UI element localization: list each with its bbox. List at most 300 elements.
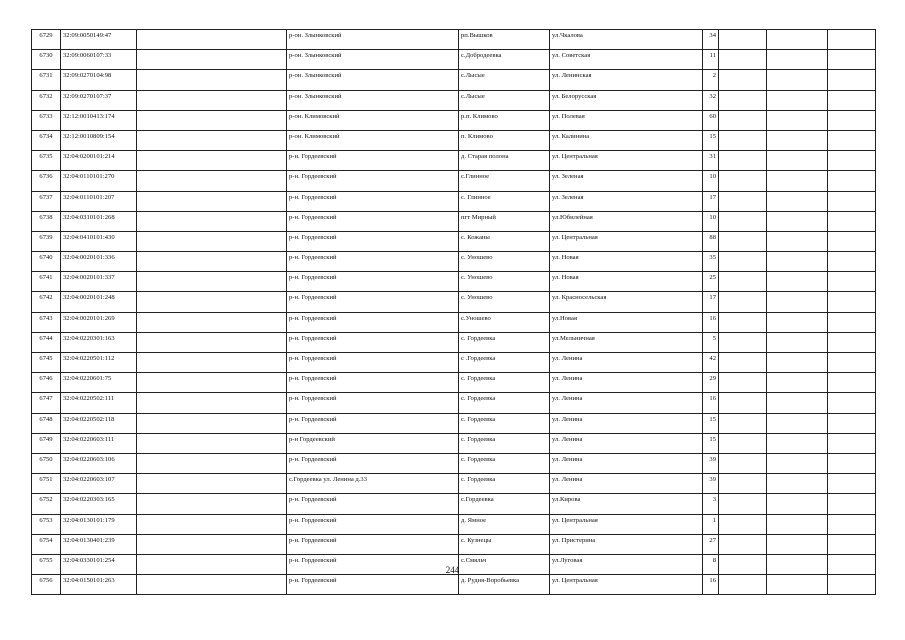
page-number: 244 (445, 565, 460, 575)
cell-empty (767, 191, 828, 211)
cell-locality: р.п. Климово (459, 110, 550, 130)
cell-locality: с. Уношево (459, 252, 550, 272)
cell-cadastral-number: 32:04:0220603:106 (61, 453, 137, 473)
cell-locality: с. Уношево (459, 272, 550, 292)
cell-district: р-он. Злынковский (287, 30, 459, 50)
cell-locality: пгт Мирный (459, 211, 550, 231)
table-row (32, 453, 876, 473)
cell-number: 6735 (32, 151, 61, 171)
cell-number: 6746 (32, 373, 61, 393)
cell-empty (828, 272, 876, 292)
cell-locality: с. Гордеевка (459, 453, 550, 473)
table-row (32, 252, 876, 272)
cell-empty (828, 130, 876, 150)
cell-empty (719, 90, 767, 110)
cell-locality: д. Старая полона (459, 151, 550, 171)
cell-empty (137, 575, 287, 595)
cell-number: 6734 (32, 130, 61, 150)
cell-house: 29 (703, 373, 719, 393)
cell-number: 6739 (32, 231, 61, 251)
cell-empty (767, 292, 828, 312)
cell-empty (719, 393, 767, 413)
cell-street: ул. Новая (550, 272, 703, 292)
cell-locality: с .Гордеевка (459, 353, 550, 373)
table-row (32, 353, 876, 373)
cell-district: р-н. Гордеевский (287, 494, 459, 514)
cell-empty (719, 30, 767, 50)
cell-locality: с. Кожаны (459, 231, 550, 251)
cell-number: 6733 (32, 110, 61, 130)
cell-locality: с.Лысые (459, 70, 550, 90)
cell-cadastral-number: 32:09:0060107:33 (61, 50, 137, 70)
cell-empty (828, 292, 876, 312)
cell-number: 6756 (32, 575, 61, 595)
cell-empty (137, 373, 287, 393)
cell-empty (137, 474, 287, 494)
cell-empty (767, 474, 828, 494)
cell-house: 16 (703, 312, 719, 332)
cell-district: р-н. Гордеевский (287, 413, 459, 433)
table-row (32, 433, 876, 453)
cell-empty (767, 130, 828, 150)
cell-empty (719, 171, 767, 191)
cell-locality: с. Гордеевка (459, 332, 550, 352)
cell-house: 17 (703, 292, 719, 312)
cell-empty (767, 353, 828, 373)
cell-locality: д. Рудня-Воробьевка (459, 575, 550, 595)
cell-street: ул. Центральная (550, 575, 703, 595)
cell-street: ул. Ленина (550, 453, 703, 473)
cell-cadastral-number: 32:04:0220502:111 (61, 393, 137, 413)
cell-number: 6753 (32, 514, 61, 534)
cell-street: ул. Центральная (550, 231, 703, 251)
cell-number: 6737 (32, 191, 61, 211)
cell-empty (137, 332, 287, 352)
cell-district: р-н. Гордеевский (287, 231, 459, 251)
cell-empty (767, 575, 828, 595)
cell-district: р-н Гордеевский (287, 433, 459, 453)
cell-empty (767, 514, 828, 534)
cell-number: 6736 (32, 171, 61, 191)
cell-district: р-н. Гордеевский (287, 332, 459, 352)
cell-house: 17 (703, 191, 719, 211)
cell-house: 3 (703, 494, 719, 514)
cell-empty (767, 171, 828, 191)
table-row (32, 30, 876, 50)
cell-number: 6743 (32, 312, 61, 332)
cell-empty (828, 50, 876, 70)
cell-cadastral-number: 32:04:0220501:112 (61, 353, 137, 373)
cell-district: р-н. Гордеевский (287, 171, 459, 191)
cell-empty (719, 292, 767, 312)
cell-empty (137, 151, 287, 171)
cell-district: р-н. Гордеевский (287, 353, 459, 373)
cell-number: 6754 (32, 534, 61, 554)
cell-street: ул. Зеленая (550, 191, 703, 211)
cell-empty (137, 272, 287, 292)
table-row (32, 373, 876, 393)
cell-district: р-н. Гордеевский (287, 292, 459, 312)
cell-district: р-н. Гордеевский (287, 514, 459, 534)
cell-house: 16 (703, 393, 719, 413)
cell-house: 5 (703, 332, 719, 352)
cell-empty (137, 130, 287, 150)
cell-cadastral-number: 32:09:0270104:98 (61, 70, 137, 90)
cell-district: р-он. Злынковский (287, 50, 459, 70)
cell-house: 8 (703, 554, 719, 574)
cell-empty (719, 50, 767, 70)
cell-street: ул. Ленинская (550, 70, 703, 90)
cell-empty (767, 50, 828, 70)
cell-empty (719, 373, 767, 393)
cell-empty (767, 312, 828, 332)
cell-empty (828, 332, 876, 352)
cell-cadastral-number: 32:04:0130401:239 (61, 534, 137, 554)
cell-house: 2 (703, 70, 719, 90)
cell-house: 32 (703, 90, 719, 110)
cell-district: р-н. Гордеевский (287, 211, 459, 231)
cell-cadastral-number: 32:04:0150101:263 (61, 575, 137, 595)
cell-empty (719, 312, 767, 332)
cell-street: ул. Центральная (550, 151, 703, 171)
cell-street: ул.Чкалова (550, 30, 703, 50)
cell-locality: с.Гордеевка (459, 494, 550, 514)
cell-empty (767, 332, 828, 352)
table-row (32, 413, 876, 433)
cell-street: ул. Калинина (550, 130, 703, 150)
cell-empty (828, 575, 876, 595)
cell-cadastral-number: 32:04:0110101:207 (61, 191, 137, 211)
cell-district: р-он. Злынковский (287, 70, 459, 90)
cell-cadastral-number: 32:04:0220601:75 (61, 373, 137, 393)
cell-empty (719, 70, 767, 90)
cell-empty (719, 272, 767, 292)
cell-empty (767, 433, 828, 453)
cell-district: р-он. Климовский (287, 110, 459, 130)
cell-street: ул. Советская (550, 50, 703, 70)
cell-number: 6740 (32, 252, 61, 272)
cell-empty (828, 90, 876, 110)
cell-cadastral-number: 32:04:0220502:118 (61, 413, 137, 433)
cell-house: 15 (703, 413, 719, 433)
cell-cadastral-number: 32:04:0020101:248 (61, 292, 137, 312)
cell-locality: с. Гордеевка (459, 413, 550, 433)
cell-cadastral-number: 32:04:0310101:268 (61, 211, 137, 231)
cell-number: 6750 (32, 453, 61, 473)
cell-empty (137, 514, 287, 534)
cell-district: р-н. Гордеевский (287, 575, 459, 595)
cell-house: 39 (703, 453, 719, 473)
cell-locality: с. Гордеевка (459, 393, 550, 413)
cell-empty (719, 413, 767, 433)
cell-locality: с. Глинное (459, 191, 550, 211)
cell-street: ул.Мельничная (550, 332, 703, 352)
cell-locality: с. Гордеевка (459, 474, 550, 494)
cell-empty (719, 534, 767, 554)
cell-empty (828, 231, 876, 251)
cell-district: р-н. Гордеевский (287, 534, 459, 554)
cell-empty (767, 393, 828, 413)
table-row (32, 110, 876, 130)
cell-empty (137, 90, 287, 110)
cell-cadastral-number: 32:04:0200101:214 (61, 151, 137, 171)
cell-empty (828, 191, 876, 211)
cell-empty (137, 211, 287, 231)
cell-empty (767, 231, 828, 251)
cell-number: 6751 (32, 474, 61, 494)
cell-empty (828, 534, 876, 554)
cell-empty (767, 151, 828, 171)
cell-empty (828, 70, 876, 90)
cell-locality: с. Уношево (459, 292, 550, 312)
table-row (32, 90, 876, 110)
cell-empty (137, 30, 287, 50)
cell-empty (828, 413, 876, 433)
cell-empty (767, 70, 828, 90)
table-row (32, 474, 876, 494)
table-row (32, 494, 876, 514)
cell-house: 27 (703, 534, 719, 554)
cell-empty (767, 30, 828, 50)
cell-empty (828, 433, 876, 453)
cell-street: ул. Белорусская (550, 90, 703, 110)
cell-street: ул. Ленина (550, 413, 703, 433)
cell-empty (137, 171, 287, 191)
cell-cadastral-number: 32:09:0270107:37 (61, 90, 137, 110)
cell-locality: с. Гордеевка (459, 433, 550, 453)
cell-locality: с. Кузнецы (459, 534, 550, 554)
cell-empty (137, 110, 287, 130)
table-row (32, 191, 876, 211)
cell-cadastral-number: 32:12:0010413:174 (61, 110, 137, 130)
cell-empty (719, 332, 767, 352)
cell-locality: п. Климово (459, 130, 550, 150)
cell-district: р-он. Злынковский (287, 90, 459, 110)
cell-empty (137, 534, 287, 554)
cell-empty (137, 433, 287, 453)
cell-house: 34 (703, 30, 719, 50)
cell-cadastral-number: 32:04:0110101:270 (61, 171, 137, 191)
cell-street: ул.Кирова (550, 494, 703, 514)
cell-house: 39 (703, 474, 719, 494)
cell-number: 6745 (32, 353, 61, 373)
cell-number: 6731 (32, 70, 61, 90)
cell-street: ул. Ленина (550, 433, 703, 453)
cell-house: 31 (703, 151, 719, 171)
cell-empty (828, 211, 876, 231)
table-row (32, 312, 876, 332)
table-row (32, 534, 876, 554)
cell-empty (828, 252, 876, 272)
cell-locality: рп.Вышков (459, 30, 550, 50)
cell-street: ул. Полевая (550, 110, 703, 130)
cell-number: 6730 (32, 50, 61, 70)
cell-empty (719, 433, 767, 453)
cell-house: 10 (703, 171, 719, 191)
cell-empty (719, 110, 767, 130)
cell-cadastral-number: 32:09:0050149:47 (61, 30, 137, 50)
cell-empty (767, 534, 828, 554)
cell-cadastral-number: 32:04:0130101:179 (61, 514, 137, 534)
cell-empty (719, 474, 767, 494)
cell-empty (767, 413, 828, 433)
cell-empty (767, 110, 828, 130)
cell-number: 6729 (32, 30, 61, 50)
cell-house: 88 (703, 231, 719, 251)
cell-locality: с.Уношево (459, 312, 550, 332)
cell-empty (719, 494, 767, 514)
table-row (32, 50, 876, 70)
cell-empty (137, 393, 287, 413)
cell-empty (719, 575, 767, 595)
cell-number: 6752 (32, 494, 61, 514)
cell-cadastral-number: 32:04:0020101:337 (61, 272, 137, 292)
cell-cadastral-number: 32:04:0020101:336 (61, 252, 137, 272)
cell-locality: с.Добродеевка (459, 50, 550, 70)
cell-empty (719, 130, 767, 150)
cell-district: с.Гордеевка ул. Ленина д.33 (287, 474, 459, 494)
cell-cadastral-number: 32:04:0220301:163 (61, 332, 137, 352)
cell-locality: с.Смяльч (459, 554, 550, 574)
cell-locality: с. Гордеевка (459, 373, 550, 393)
table-row (32, 171, 876, 191)
cell-street: ул. Красносельская (550, 292, 703, 312)
cell-house: 60 (703, 110, 719, 130)
cell-locality: д. Ямное (459, 514, 550, 534)
table-row (32, 332, 876, 352)
cell-number: 6747 (32, 393, 61, 413)
table-row (32, 514, 876, 534)
cell-house: 11 (703, 50, 719, 70)
cell-cadastral-number: 32:04:0330101:254 (61, 554, 137, 574)
cell-empty (137, 50, 287, 70)
table-row (32, 231, 876, 251)
cell-empty (719, 151, 767, 171)
cell-empty (828, 151, 876, 171)
cell-empty (828, 353, 876, 373)
cell-number: 6742 (32, 292, 61, 312)
cell-number: 6732 (32, 90, 61, 110)
table-row (32, 70, 876, 90)
cell-empty (719, 353, 767, 373)
cell-district: р-н. Гордеевский (287, 151, 459, 171)
cell-empty (767, 373, 828, 393)
table-row (32, 292, 876, 312)
cell-house: 16 (703, 575, 719, 595)
cell-street: ул. Ленина (550, 373, 703, 393)
cell-empty (137, 231, 287, 251)
cell-house: 35 (703, 252, 719, 272)
cell-cadastral-number: 32:04:0410101:430 (61, 231, 137, 251)
cell-street: ул.Луговая (550, 554, 703, 574)
cell-house: 10 (703, 211, 719, 231)
cell-empty (828, 453, 876, 473)
cell-street: ул. Центральная (550, 514, 703, 534)
cell-district: р-н. Гордеевский (287, 312, 459, 332)
cell-empty (767, 272, 828, 292)
cell-locality: с.Лысые (459, 90, 550, 110)
cell-number: 6744 (32, 332, 61, 352)
cell-empty (719, 514, 767, 534)
cell-house: 42 (703, 353, 719, 373)
cell-street: ул.Юбилейная (550, 211, 703, 231)
cell-number: 6748 (32, 413, 61, 433)
cell-empty (828, 110, 876, 130)
cell-empty (719, 453, 767, 473)
cell-cadastral-number: 32:04:0220603:111 (61, 433, 137, 453)
cell-district: р-н. Гордеевский (287, 252, 459, 272)
table-row (32, 393, 876, 413)
cell-empty (767, 90, 828, 110)
cell-cadastral-number: 32:04:0220303:165 (61, 494, 137, 514)
cell-number: 6755 (32, 554, 61, 574)
cell-empty (137, 191, 287, 211)
cell-house: 1 (703, 514, 719, 534)
cell-empty (767, 453, 828, 473)
table-row (32, 151, 876, 171)
cell-house: 15 (703, 130, 719, 150)
cell-house: 15 (703, 433, 719, 453)
cell-number: 6741 (32, 272, 61, 292)
cell-empty (137, 312, 287, 332)
cell-empty (137, 413, 287, 433)
cell-number: 6749 (32, 433, 61, 453)
cell-empty (767, 494, 828, 514)
cell-empty (137, 453, 287, 473)
cell-empty (719, 252, 767, 272)
cell-empty (137, 494, 287, 514)
cell-cadastral-number: 32:04:0220603:107 (61, 474, 137, 494)
cell-district: р-н. Гордеевский (287, 393, 459, 413)
cell-empty (828, 393, 876, 413)
cell-empty (767, 211, 828, 231)
cell-cadastral-number: 32:12:0010809:154 (61, 130, 137, 150)
table-row (32, 575, 876, 595)
register-body (32, 30, 876, 595)
cell-district: р-он. Климовский (287, 130, 459, 150)
cell-empty (137, 353, 287, 373)
cell-street: ул. Пристерина (550, 534, 703, 554)
cell-empty (719, 191, 767, 211)
table-row (32, 272, 876, 292)
cell-cadastral-number: 32:04:0020101:269 (61, 312, 137, 332)
cell-district: р-н. Гордеевский (287, 191, 459, 211)
table-row (32, 130, 876, 150)
cell-empty (719, 211, 767, 231)
cell-street: ул. Зеленая (550, 171, 703, 191)
cell-empty (137, 70, 287, 90)
cell-house: 25 (703, 272, 719, 292)
cell-empty (767, 252, 828, 272)
cell-street: ул.Новая (550, 312, 703, 332)
cell-empty (828, 373, 876, 393)
table-row (32, 211, 876, 231)
cell-locality: с.Глинное (459, 171, 550, 191)
cell-empty (137, 292, 287, 312)
cell-empty (719, 231, 767, 251)
cell-district: р-н. Гордеевский (287, 373, 459, 393)
cell-number: 6738 (32, 211, 61, 231)
cell-district: р-н. Гордеевский (287, 453, 459, 473)
cell-empty (828, 171, 876, 191)
cell-district: р-н. Гордеевский (287, 554, 459, 574)
cell-empty (828, 312, 876, 332)
cell-district: р-н. Гордеевский (287, 272, 459, 292)
cell-empty (828, 514, 876, 534)
cell-empty (137, 252, 287, 272)
cell-street: ул. Ленина (550, 474, 703, 494)
cell-street: ул. Новая (550, 252, 703, 272)
